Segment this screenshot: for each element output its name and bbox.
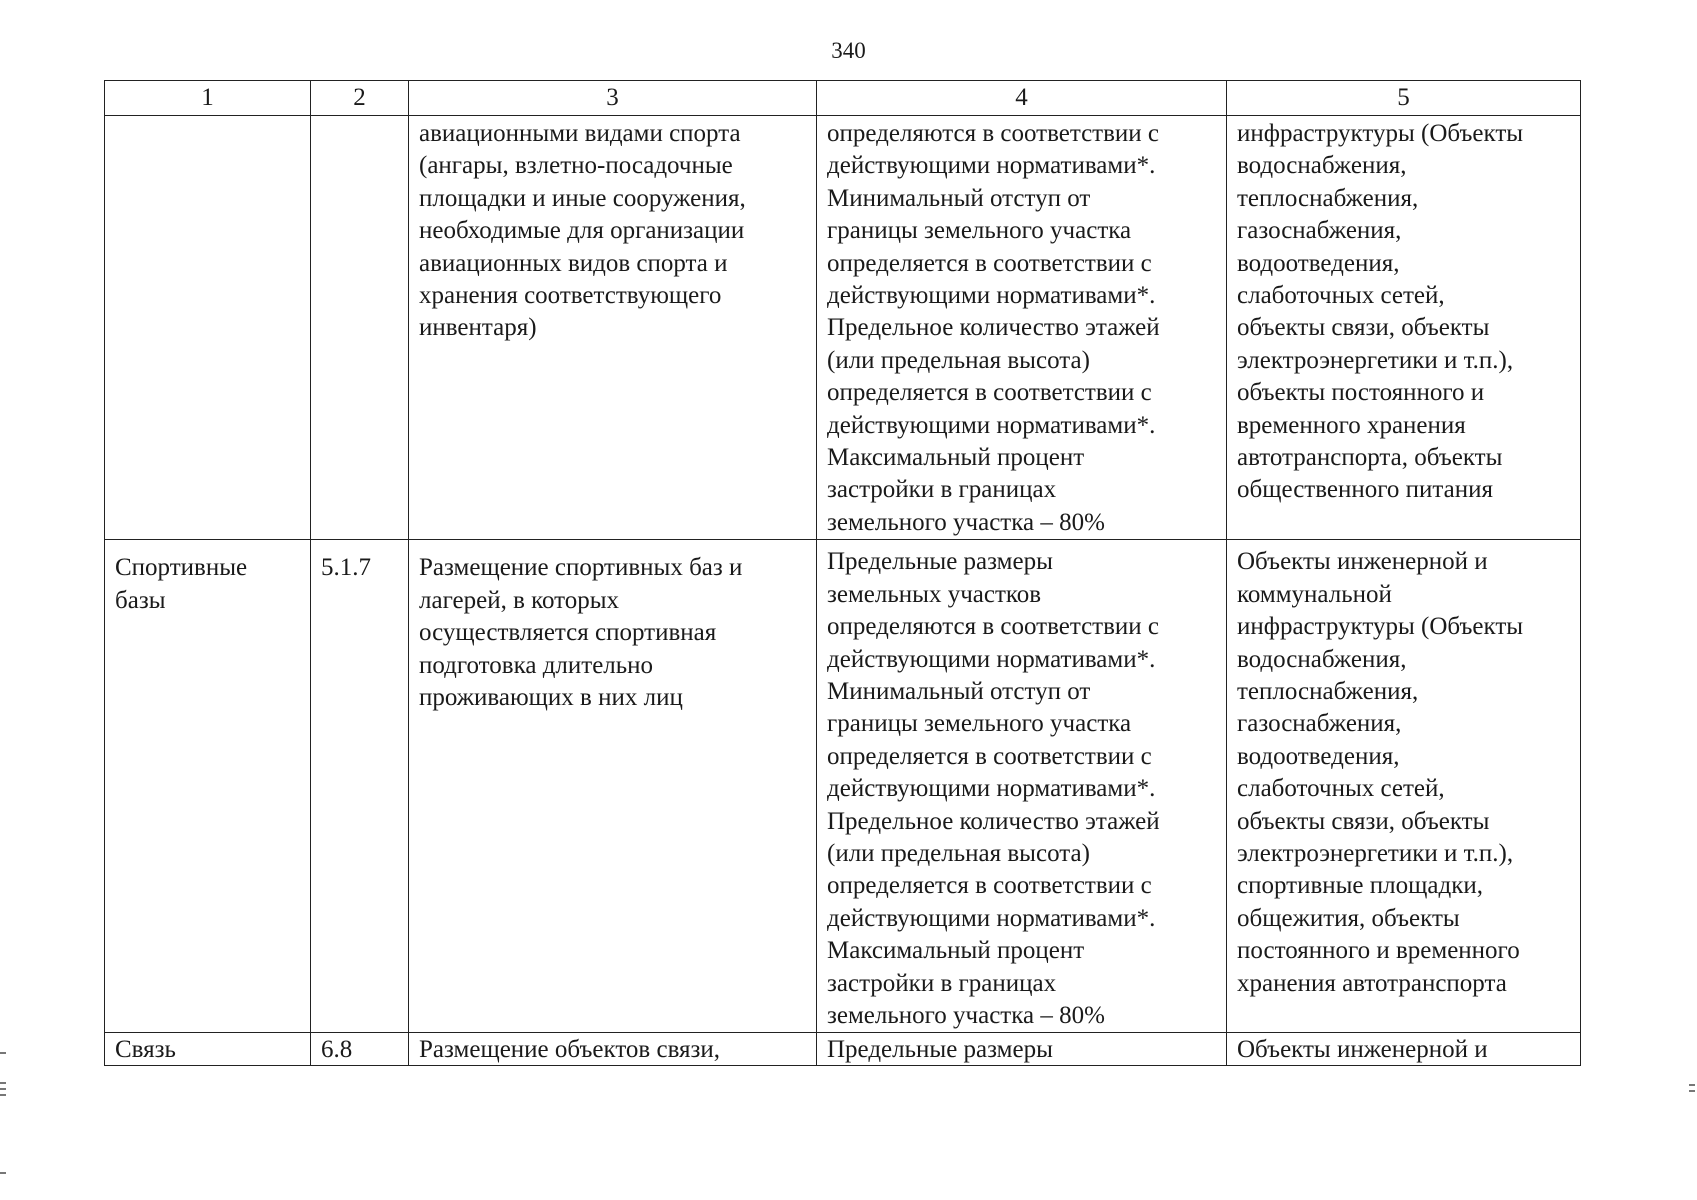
table-row bbox=[105, 116, 1581, 540]
cell-auxiliary-text: инфраструктуры (Объекты водоснабжения, теплоснабжения, газоснабжения, водоотведения, слаботочных сетей, объекты связи, объекты электроэнергетики и т.п.), объекты постоянного и временного хранения автотранспорта, объекты общественного питания bbox=[1237, 120, 1524, 504]
cell-code-text: 6.8 bbox=[321, 1036, 353, 1064]
cell-code bbox=[311, 540, 409, 1033]
cell-parameters-text: Предельные размеры земельных участков определяются в соответствии с действующими нормативами*. Минимальный отступ от границы земельного участка определяется в соответствии с действующими нормативами*. Предельное количество этажей (или предельная высота) определяется в соответствии с действующими нормативами*. Максимальный процент застройки в границах земельного участка – 80% bbox=[827, 548, 1160, 1029]
cell-code bbox=[311, 116, 409, 540]
table-row bbox=[105, 1033, 1581, 1066]
cell-name bbox=[105, 540, 311, 1033]
cell-auxiliary bbox=[1227, 1033, 1581, 1066]
table-row bbox=[105, 540, 1581, 1033]
cell-auxiliary-text: Объекты инженерной и bbox=[1237, 1036, 1488, 1064]
cell-parameters bbox=[817, 116, 1227, 540]
scan-marks-left bbox=[0, 1040, 8, 1180]
cell-description bbox=[409, 1033, 817, 1066]
header-col-5: 5 bbox=[1227, 81, 1581, 116]
cell-auxiliary bbox=[1227, 540, 1581, 1033]
cell-parameters bbox=[817, 1033, 1227, 1066]
cell-description bbox=[409, 540, 817, 1033]
cell-name bbox=[105, 116, 311, 540]
header-col-1: 1 bbox=[105, 81, 311, 116]
cell-code bbox=[311, 1033, 409, 1066]
scan-mark bbox=[0, 1172, 6, 1174]
scan-mark bbox=[0, 1052, 6, 1054]
page-number: 340 bbox=[831, 38, 866, 63]
cell-name bbox=[105, 1033, 311, 1066]
cell-name-text: Спортивные базы bbox=[115, 554, 248, 614]
cell-parameters bbox=[817, 540, 1227, 1033]
scan-mark bbox=[0, 1082, 6, 1084]
cell-code-text: 5.1.7 bbox=[321, 554, 371, 582]
cell-description bbox=[409, 116, 817, 540]
cell-description-text: Размещение спортивных баз и лагерей, в которых осуществляется спортивная подготовка длительно проживающих в них лиц bbox=[419, 554, 743, 711]
scan-mark bbox=[0, 1088, 6, 1090]
cell-parameters-text: Предельные размеры bbox=[827, 1036, 1053, 1064]
cell-description-text: авиационными видами спорта (ангары, взлетно-посадочные площадки и иные сооружения, необходимые для организации авиационных видов спорта и хранения соответствующего инвентаря) bbox=[419, 120, 746, 342]
header-col-4: 4 bbox=[817, 81, 1227, 116]
header-row bbox=[105, 81, 1581, 116]
scan-mark bbox=[0, 1094, 6, 1096]
cell-name-text: Связь bbox=[115, 1036, 176, 1064]
header-col-2: 2 bbox=[311, 81, 409, 116]
scan-mark bbox=[1689, 1084, 1695, 1086]
cell-description-text: Размещение объектов связи, bbox=[419, 1036, 721, 1064]
header-col-3: 3 bbox=[409, 81, 817, 116]
cell-parameters-text: определяются в соответствии с действующими нормативами*. Минимальный отступ от границы земельного участка определяется в соответствии с действующими нормативами*. Предельное количество этажей (или предельная высота) определяется в соответствии с действующими нормативами*. Максимальный процент застройки в границах земельного участка – 80% bbox=[827, 120, 1160, 536]
zoning-table bbox=[104, 80, 1581, 1066]
scan-mark bbox=[1689, 1090, 1695, 1092]
cell-auxiliary bbox=[1227, 116, 1581, 540]
scan-marks-right bbox=[1689, 1080, 1697, 1120]
cell-auxiliary-text: Объекты инженерной и коммунальной инфраструктуры (Объекты водоснабжения, теплоснабжения, газоснабжения, водоотведения, слаботочных сетей, объекты связи, объекты электроэнергетики и т.п.), спортивные площадки, общежития, объекты постоянного и временного хранения автотранспорта bbox=[1237, 548, 1524, 997]
